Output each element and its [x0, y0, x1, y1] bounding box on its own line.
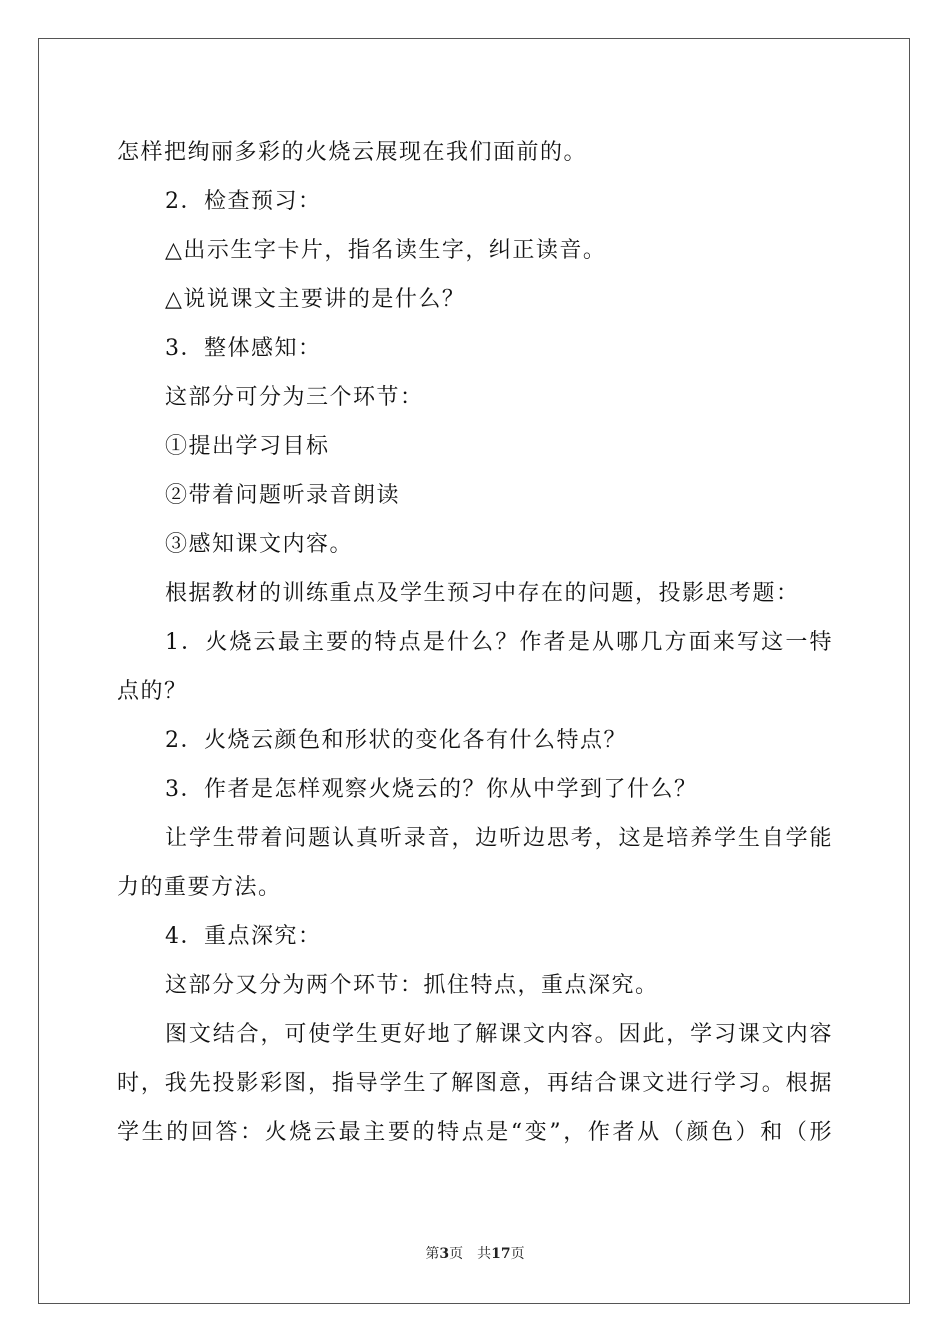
text-line-7: ①提出学习目标: [165, 434, 330, 459]
text-line-12: 点的？: [117, 679, 188, 704]
text-line-13: 2．火烧云颜色和形状的变化各有什么特点？: [165, 728, 627, 753]
total-prefix: 共: [477, 1246, 492, 1262]
text-line-4: △说说课文主要讲的是什么？: [165, 287, 466, 312]
text-line-9: ③感知课文内容。: [165, 532, 354, 557]
total-suffix: 页: [510, 1246, 525, 1262]
text-line-1: 怎样把绚丽多彩的火烧云展现在我们面前的。: [117, 140, 588, 165]
text-line-3: △出示生字卡片，指名读生字，纠正读音。: [165, 238, 607, 263]
page-number: 3: [439, 1246, 450, 1262]
text-line-14: 3．作者是怎样观察火烧云的？你从中学到了什么？: [165, 777, 698, 802]
document-body: [117, 128, 833, 1157]
text-line-17: 4．重点深究：: [165, 924, 322, 949]
text-line-20: 时，我先投影彩图，指导学生了解图意，再结合课文进行学习。根据: [117, 1071, 833, 1096]
text-line-11: 1．火烧云最主要的特点是什么？作者是从哪几方面来写这一特: [165, 630, 833, 655]
text-line-8: ②带着问题听录音朗读: [165, 483, 401, 508]
text-line-10: 根据教材的训练重点及学生预习中存在的问题，投影思考题：: [165, 581, 800, 606]
total-pages: 17: [491, 1246, 511, 1262]
text-line-15: 让学生带着问题认真听录音，边听边思考，这是培养学生自学能: [165, 826, 833, 851]
text-line-5: 3．整体感知：: [165, 336, 322, 361]
page-prefix: 第: [425, 1246, 440, 1262]
page-footer: [0, 1243, 950, 1263]
text-line-18: 这部分又分为两个环节：抓住特点，重点深究。: [165, 973, 659, 998]
text-line-19: 图文结合，可使学生更好地了解课文内容。因此，学习课文内容: [165, 1022, 833, 1047]
text-line-6: 这部分可分为三个环节：: [165, 385, 424, 410]
text-line-21: 学生的回答：火烧云最主要的特点是“变”，作者从（颜色）和（形: [117, 1120, 833, 1145]
text-line-16: 力的重要方法。: [117, 875, 282, 900]
text-line-2: 2．检查预习：: [165, 189, 322, 214]
page-suffix: 页: [449, 1246, 464, 1262]
